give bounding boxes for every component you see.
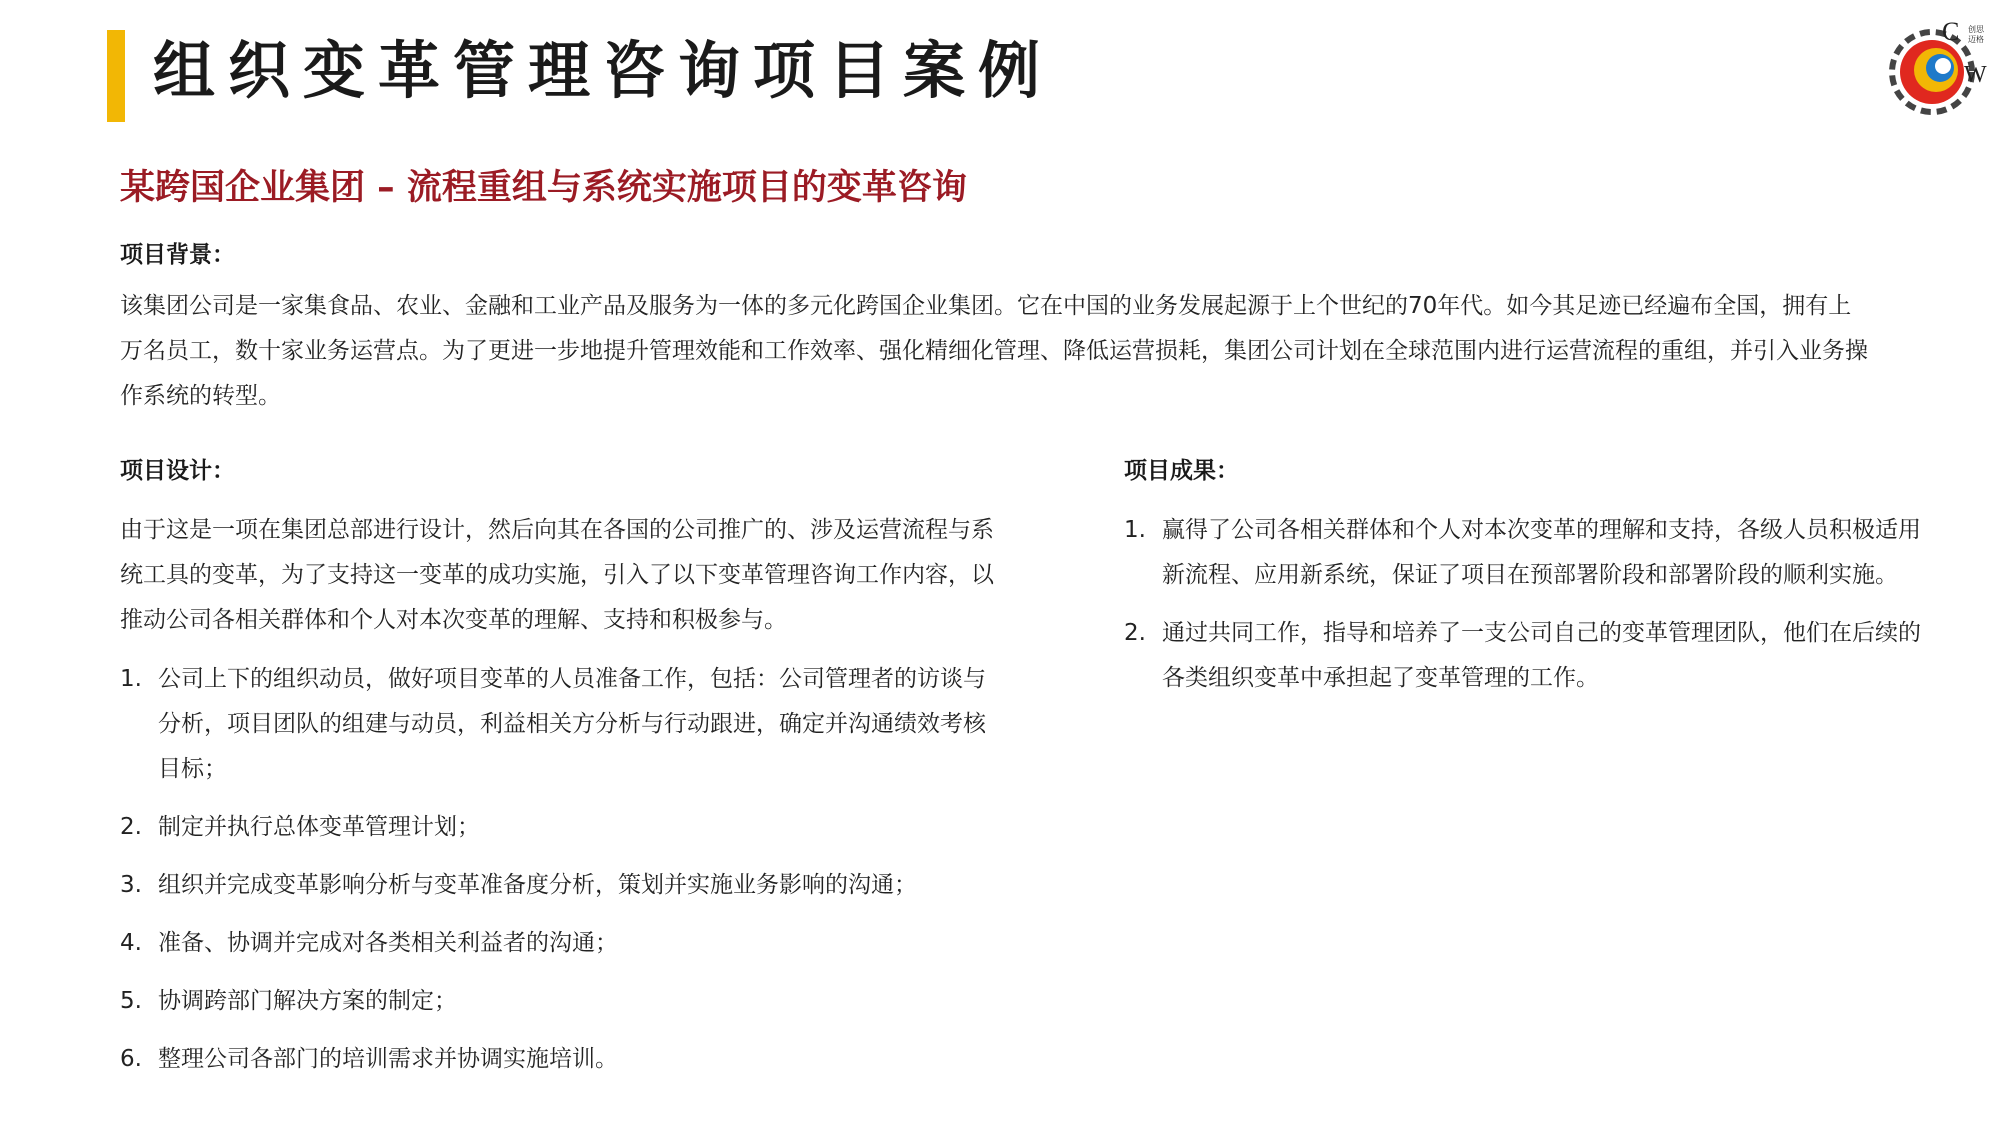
logo-small-text-1: 创思 [1968,25,1984,34]
logo-letter-c: C [1942,17,1960,46]
list-item-text: 整理公司各部门的培训需求并协调实施培训。 [158,1046,618,1072]
list-item-number: 2. [120,814,142,840]
list-item-text: 公司上下的组织动员，做好项目变革的人员准备工作，包括：公司管理者的访谈与分析，项目团队的组建与动员，利益相关方分析与行动跟进，确定并沟通绩效考核目标； [158,666,986,782]
list-item-number: 3. [120,872,142,898]
background-section [120,240,1870,419]
list-item-text: 组织并完成变革影响分析与变革准备度分析，策划并实施业务影响的沟通； [158,872,917,898]
title-accent-bar [107,30,125,122]
list-item-number: 5. [120,988,142,1014]
logo-letter-w: W [1964,62,1987,88]
design-intro: 由于这是一项在集团总部进行设计，然后向其在各国的公司推广的、涉及运营流程与系统工具的变革，为了支持这一变革的成功实施，引入了以下变革管理咨询工作内容，以推动公司各相关群体和个人对本次变革的理解、支持和积极参与。 [120,517,994,633]
list-item-text: 协调跨部门解决方案的制定； [158,988,457,1014]
list-item-number: 4. [120,930,142,956]
list-item [120,921,1000,966]
list-item-text: 赢得了公司各相关群体和个人对本次变革的理解和支持，各级人员积极适用新流程、应用新系统，保证了项目在预部署阶段和部署阶段的顺利实施。 [1162,517,1921,588]
company-logo [1880,10,1990,122]
results-heading: 项目成果： [1124,458,1239,484]
list-item-number: 2. [1124,620,1146,646]
list-item [1124,611,1924,701]
case-title: 某跨国企业集团 – 流程重组与系统实施项目的变革咨询 [120,168,967,208]
logo-small-text-2: 迈格 [1968,35,1984,44]
list-item-number: 1. [1124,517,1146,543]
list-item [120,863,1000,908]
list-item [120,1037,1000,1082]
background-text: 该集团公司是一家集食品、农业、金融和工业产品及服务为一体的多元化跨国企业集团。它在中国的业务发展起源于上个世纪的70年代。如今其足迹已经遍布全国，拥有上万名员工，数十家业务运营点。为了更进一步地提升管理效能和工作效率、强化精细化管理、降低运营损耗，集团公司计划在全球范围内进行运营流程的重组，并引入业务操作系统的转型。 [120,293,1868,409]
results-section [1124,456,1924,714]
design-heading: 项目设计： [120,458,235,484]
list-item-text: 准备、协调并完成对各类相关利益者的沟通； [158,930,618,956]
results-list [1124,508,1924,701]
list-item [120,657,1000,792]
list-item-text: 制定并执行总体变革管理计划； [158,814,480,840]
background-heading: 项目背景： [120,242,235,268]
list-item [120,805,1000,850]
design-section [120,456,1000,1095]
page-title: 组织变革管理咨询项目案例 [153,34,1054,107]
list-item-number: 6. [120,1046,142,1072]
list-item [120,979,1000,1024]
gear-logo-icon [1880,10,1990,122]
list-item-text: 通过共同工作，指导和培养了一支公司自己的变革管理团队，他们在后续的各类组织变革中承担起了变革管理的工作。 [1162,620,1921,691]
list-item-number: 1. [120,666,142,692]
design-list [120,657,1000,1082]
list-item [1124,508,1924,598]
